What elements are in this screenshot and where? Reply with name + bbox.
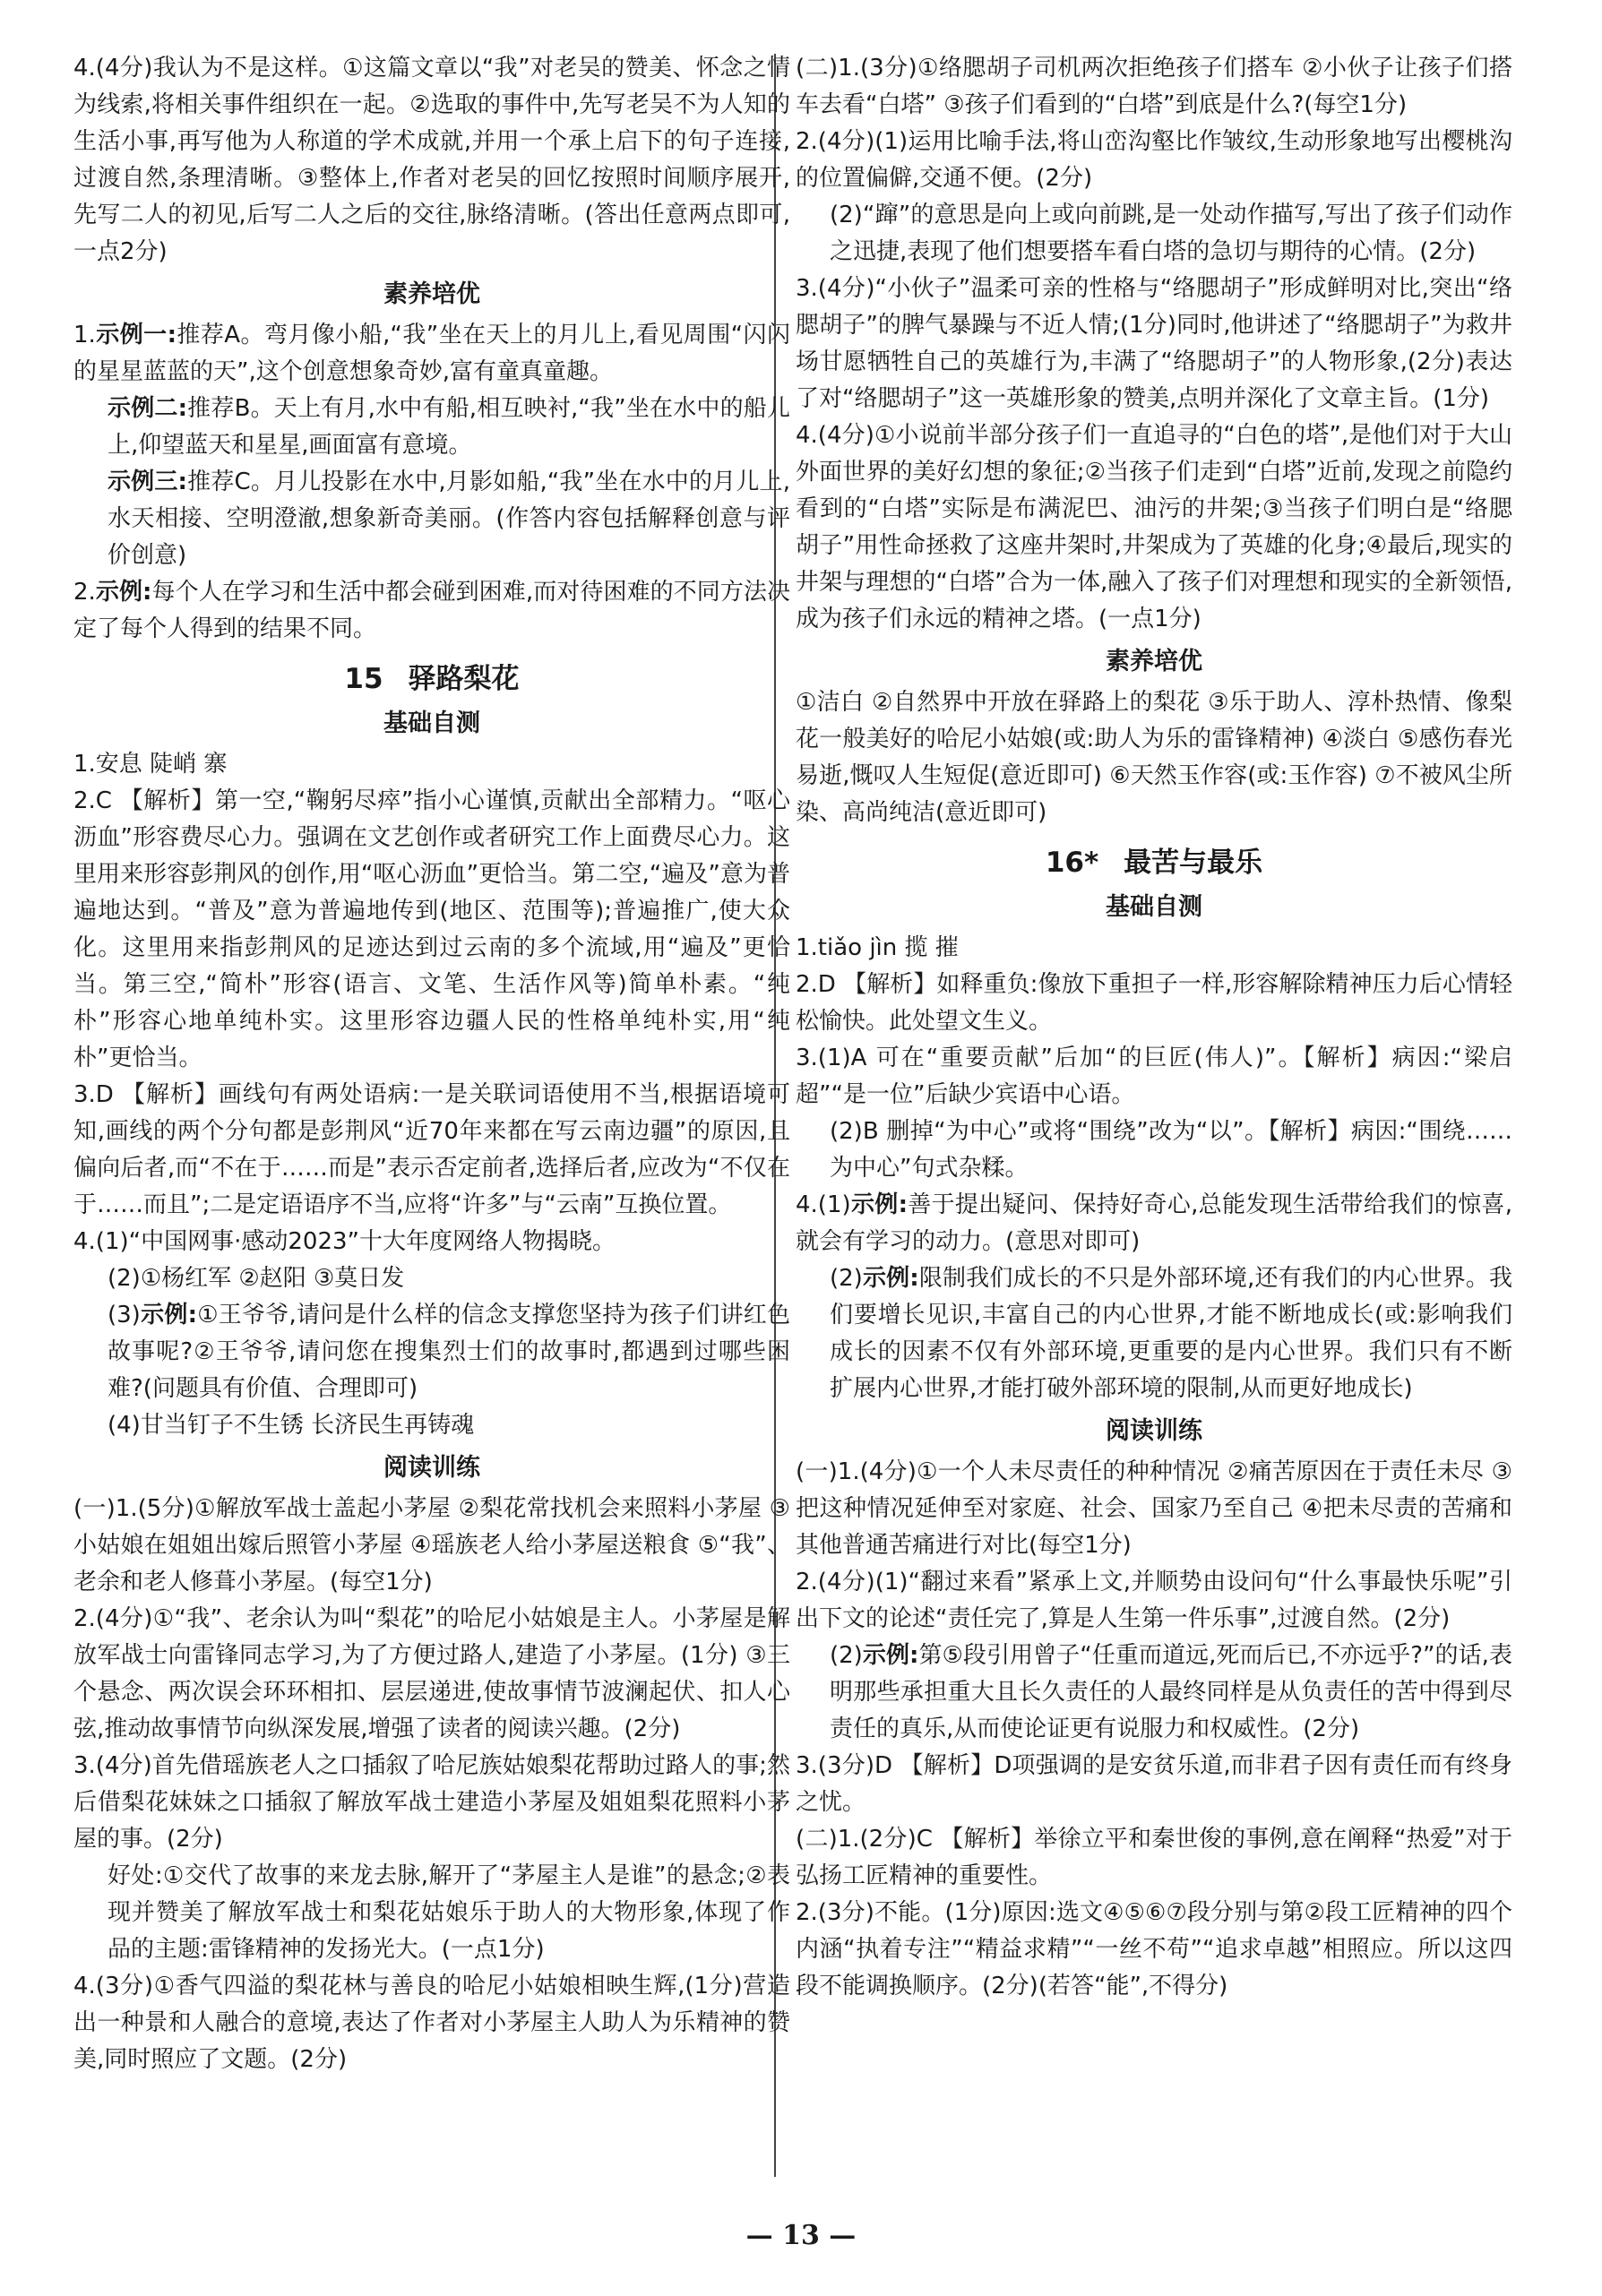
item-number: 1.: [73, 322, 96, 348]
lesson-title-15: [73, 658, 790, 700]
lesson-title-16: [796, 842, 1512, 883]
answer-item: 2.(4分)①“我”、老余认为叫“梨花”的哈尼小姑娘是主人。小茅屋是解放军战士向雷锋同志学习,为了方便过路人,建造了小茅屋。(1分) ③三个悬念、两次误会环环相扣、层层递进,使故事情节波澜起伏、扣人心弦,推动故事情节向纵深发展,增强了读者的阅读兴趣。(2分): [73, 1605, 790, 1742]
example-label: 示例一:: [95, 322, 177, 348]
example-text: 推荐C。月儿投影在水中,月影如船,“我”坐在水中的月儿上,水天相接、空明澄澈,想象新奇美丽。(作答内容包括解释创意与评价创意): [108, 469, 790, 569]
section-heading-yuedu: 阅读训练: [1106, 1417, 1202, 1445]
example-label: 示例三:: [108, 469, 187, 495]
answer-item: (一)1.(4分)①一个人未尽责任的种种情况 ②痛苦原因在于责任未尽 ③把这种情况延伸至对家庭、社会、国家乃至自己 ④把未尽责的苦痛和其他普通苦痛进行对比(每空1分): [796, 1458, 1512, 1559]
example-text: 推荐B。天上有月,水中有船,相互映衬,“我”坐在水中的船儿上,仰望蓝天和星星,画面富有意境。: [108, 395, 790, 459]
answer-item: (二)1.(2分)C 【解析】举徐立平和秦世俊的事例,意在阐释“热爱”对于弘扬工匠精神的重要性。: [796, 1826, 1512, 1889]
example-text: 每个人在学习和生活中都会碰到困难,而对待困难的不同方法决定了每个人得到的结果不同。: [73, 579, 791, 642]
answer-item: 3.(3分)D 【解析】D项强调的是安贫乐道,而非君子因有责任而有终身之忧。: [796, 1752, 1512, 1816]
item-number: 4.(1): [796, 1191, 851, 1218]
example-text: 第⑤段引用曾子“任重而道远,死而后已,不亦远乎?”的话,表明那些承担重大且长久责任的人最终同样是从负责任的苦中得到尽责任的真乐,从而使论证更有说服力和权威性。(2分): [830, 1642, 1513, 1742]
answer-item: 2.C 【解析】第一空,“鞠躬尽瘁”指小心谨慎,贡献出全部精力。“呕心沥血”形容费尽心力。强调在文艺创作或者研究工作上面费尽心力。这里用来形容彭荆风的创作,用“呕心沥血”更恰当。第二空,“遍及”意为普遍地达到。“普及”意为普遍地传到(地区、范围等);普遍推广,使大众化。这里用来指彭荆风的足迹达到过云南的多个流域,用“遍及”更恰当。第三空,“简朴”形容(语言、文笔、生活作风等)简单朴素。“纯朴”形容心地单纯朴实。这里形容边疆人民的性格单纯朴实,用“纯朴”更恰当。: [73, 787, 790, 1071]
example-text: 善于提出疑问、保持好奇心,总能发现生活带给我们的惊喜,就会有学习的动力。(意思对即可): [796, 1191, 1512, 1255]
answer-item: 2.D 【解析】如释重负:像放下重担子一样,形容解除精神压力后心情轻松愉快。此处望文生义。: [796, 971, 1512, 1035]
item-number: (2): [830, 1265, 863, 1292]
answer-item: (2)B 删掉“为中心”或将“围绕”改为“以”。【解析】病因:“围绕……为中心”句式杂糅。: [830, 1118, 1512, 1182]
answer-item: ①洁白 ②自然界中开放在驿路上的梨花 ③乐于助人、淳朴热情、像梨花一般美好的哈尼小姑娘(或:助人为乐的雷锋精神) ④淡白 ⑤感伤春光易逝,慨叹人生短促(意近即可) ⑥天然玉作容(或:玉作容) ⑦不被风尘所染、高尚纯洁(意近即可): [796, 689, 1512, 826]
answer-item: 2.(4分)(1)“翻过来看”紧承上文,并顺势由设问句“什么事最快乐呢”引出下文的论述“责任完了,算是人生第一件乐事”,过渡自然。(2分): [796, 1569, 1512, 1632]
example-text: ①王爷爷,请问是什么样的信念支撑您坚持为孩子们讲红色故事呢?②王爷爷,请问您在搜集烈士们的故事时,都遇到过哪些困难?(问题具有价值、合理即可): [108, 1302, 790, 1402]
right-column: [796, 50, 1512, 2005]
item-number: (3): [108, 1302, 141, 1329]
answer-item: 4.(3分)①香气四溢的梨花林与善良的哈尼小姑娘相映生辉,(1分)营造出一种景和人融合的意境,表达了作者对小茅屋主人助人为乐精神的赞美,同时照应了文题。(2分): [73, 1973, 790, 2073]
answer-item: [73, 574, 790, 648]
answer-item: 1.tiǎo jìn 揽 摧: [796, 934, 959, 961]
section-heading-jichu: 基础自测: [1106, 893, 1202, 921]
section-heading-yuedu: 阅读训练: [383, 1454, 480, 1482]
answer-item: 2.(3分)不能。(1分)原因:选文④⑤⑥⑦段分别与第②段工匠精神的四个内涵“执着专注”“精益求精”“一丝不苟”“追求卓越”相照应。所以这四段不能调换顺序。(2分)(若答“能”,不得分): [796, 1899, 1512, 1999]
lesson-number: 16*: [1045, 847, 1099, 879]
example-label: 示例:: [95, 579, 152, 606]
section-heading-suyang: 素养培优: [383, 280, 480, 308]
answer-item: [796, 1260, 1512, 1407]
example-label: 示例:: [140, 1302, 197, 1329]
answer-item: 3.(1)A 可在“重要贡献”后加“的巨匠(伟人)”。【解析】病因:“梁启超”“是一位”后缺少宾语中心语。: [796, 1045, 1512, 1108]
lesson-name: 最苦与最乐: [1124, 847, 1263, 879]
answer-item: 2.(4分)(1)运用比喻手法,将山峦沟壑比作皱纹,生动形象地写出樱桃沟的位置偏僻,交通不便。(2分): [796, 128, 1512, 192]
answer-item: [73, 317, 790, 391]
answer-item: [73, 1297, 790, 1407]
answer-item: [796, 1187, 1512, 1260]
example-label: 示例:: [862, 1642, 919, 1669]
answer-item: (4)甘当钉子不生锈 长济民生再铸魂: [108, 1412, 475, 1439]
answer-item: 好处:①交代了故事的来龙去脉,解开了“茅屋主人是谁”的悬念;②表现并赞美了解放军战士和梨花姑娘乐于助人的大物形象,体现了作品的主题:雷锋精神的发扬光大。(一点1分): [108, 1862, 790, 1963]
item-number: 2.: [73, 579, 96, 606]
section-heading-jichu: 基础自测: [383, 709, 480, 737]
answer-item: 3.(4分)首先借瑶族老人之口插叙了哈尼族姑娘梨花帮助过路人的事;然后借梨花妹妹之口插叙了解放军战士建造小茅屋及姐姐梨花照料小茅屋的事。(2分): [73, 1752, 790, 1853]
answer-item: [796, 1638, 1512, 1748]
example-text: 限制我们成长的不只是外部环境,还有我们的内心世界。我们要增长见识,丰富自己的内心世界,才能不断地成长(或:影响我们成长的因素不仅有外部环境,更重要的是内心世界。我们只有不断扩展内心世界,才能打破外部环境的限制,从而更好地成长): [830, 1265, 1513, 1402]
answer-item: (一)1.(5分)①解放军战士盖起小茅屋 ②梨花常找机会来照料小茅屋 ③小姑娘在姐姐出嫁后照管小茅屋 ④瑶族老人给小茅屋送粮食 ⑤“我”、老余和老人修葺小茅屋。(每空1分): [73, 1495, 790, 1595]
answer-item: 3.(4分)“小伙子”温柔可亲的性格与“络腮胡子”形成鲜明对比,突出“络腮胡子”的脾气暴躁与不近人情;(1分)同时,他讲述了“络腮胡子”为救井场甘愿牺牲自己的英雄行为,丰满了“络腮胡子”的人物形象,(2分)表达了对“络腮胡子”这一英雄形象的赞美,点明并深化了文章主旨。(1分): [796, 275, 1512, 412]
answer-item: 4.(1)“中国网事·感动2023”十大年度网络人物揭晓。: [73, 1228, 616, 1255]
lesson-name: 驿路梨花: [408, 663, 520, 695]
answer-item: 4.(4分)①小说前半部分孩子们一直追寻的“白色的塔”,是他们对于大山外面世界的美好幻想的象征;②当孩子们走到“白塔”近前,发现之前隐约看到的“白塔”实际是布满泥巴、油污的井架;③当孩子们明白是“络腮胡子”用性命拯救了这座井架时,井架成为了英雄的化身;④最后,现实的井架与理想的“白塔”合为一体,融入了孩子们对理想和现实的全新领悟,成为孩子们永远的精神之塔。(一点1分): [796, 422, 1512, 632]
section-heading-suyang: 素养培优: [1106, 648, 1202, 675]
answer-item: (2)①杨红军 ②赵阳 ③莫日发: [108, 1265, 405, 1292]
example-text: 推荐A。弯月像小船,“我”坐在天上的月儿上,看见周围“闪闪的星星蓝蓝的天”,这个创意想象奇妙,富有童真童趣。: [73, 322, 790, 385]
answer-item: [73, 391, 790, 464]
answer-item: 4.(4分)我认为不是这样。①这篇文章以“我”对老吴的赞美、怀念之情为线索,将相关事件组织在一起。②选取的事件中,先写老吴不为人知的生活小事,再写他为人称道的学术成就,并用一个承上启下的句子连接,过渡自然,条理清晰。③整体上,作者对老吴的回忆按照时间顺序展开,先写二人的初见,后写二人之后的交往,脉络清晰。(答出任意两点即可,一点2分): [73, 55, 790, 265]
answer-item: (二)1.(3分)①络腮胡子司机两次拒绝孩子们搭车 ②小伙子让孩子们搭车去看“白塔” ③孩子们看到的“白塔”到底是什么?(每空1分): [796, 55, 1512, 118]
example-label: 示例二:: [108, 395, 187, 422]
answer-item: [73, 464, 790, 574]
page-number: — 13 —: [745, 2220, 857, 2251]
answer-item: (2)“蹿”的意思是向上或向前跳,是一处动作描写,写出了孩子们动作之迅捷,表现了他们想要搭车看白塔的急切与期待的心情。(2分): [830, 202, 1512, 265]
example-label: 示例:: [850, 1191, 908, 1218]
answer-item: 1.安息 陡峭 寨: [73, 751, 228, 778]
item-number: (2): [830, 1642, 863, 1669]
answer-item: 3.D 【解析】画线句有两处语病:一是关联词语使用不当,根据语境可知,画线的两个分句都是彭荆风“近70年来都在写云南边疆”的原因,且偏向后者,而“不在于……而是”表示否定前者,选择后者,应改为“不仅在于……而且”;二是定语语序不当,应将“许多”与“云南”互换位置。: [73, 1081, 790, 1218]
example-label: 示例:: [862, 1265, 919, 1292]
left-column: [73, 50, 790, 2078]
lesson-number: 15: [344, 663, 383, 695]
